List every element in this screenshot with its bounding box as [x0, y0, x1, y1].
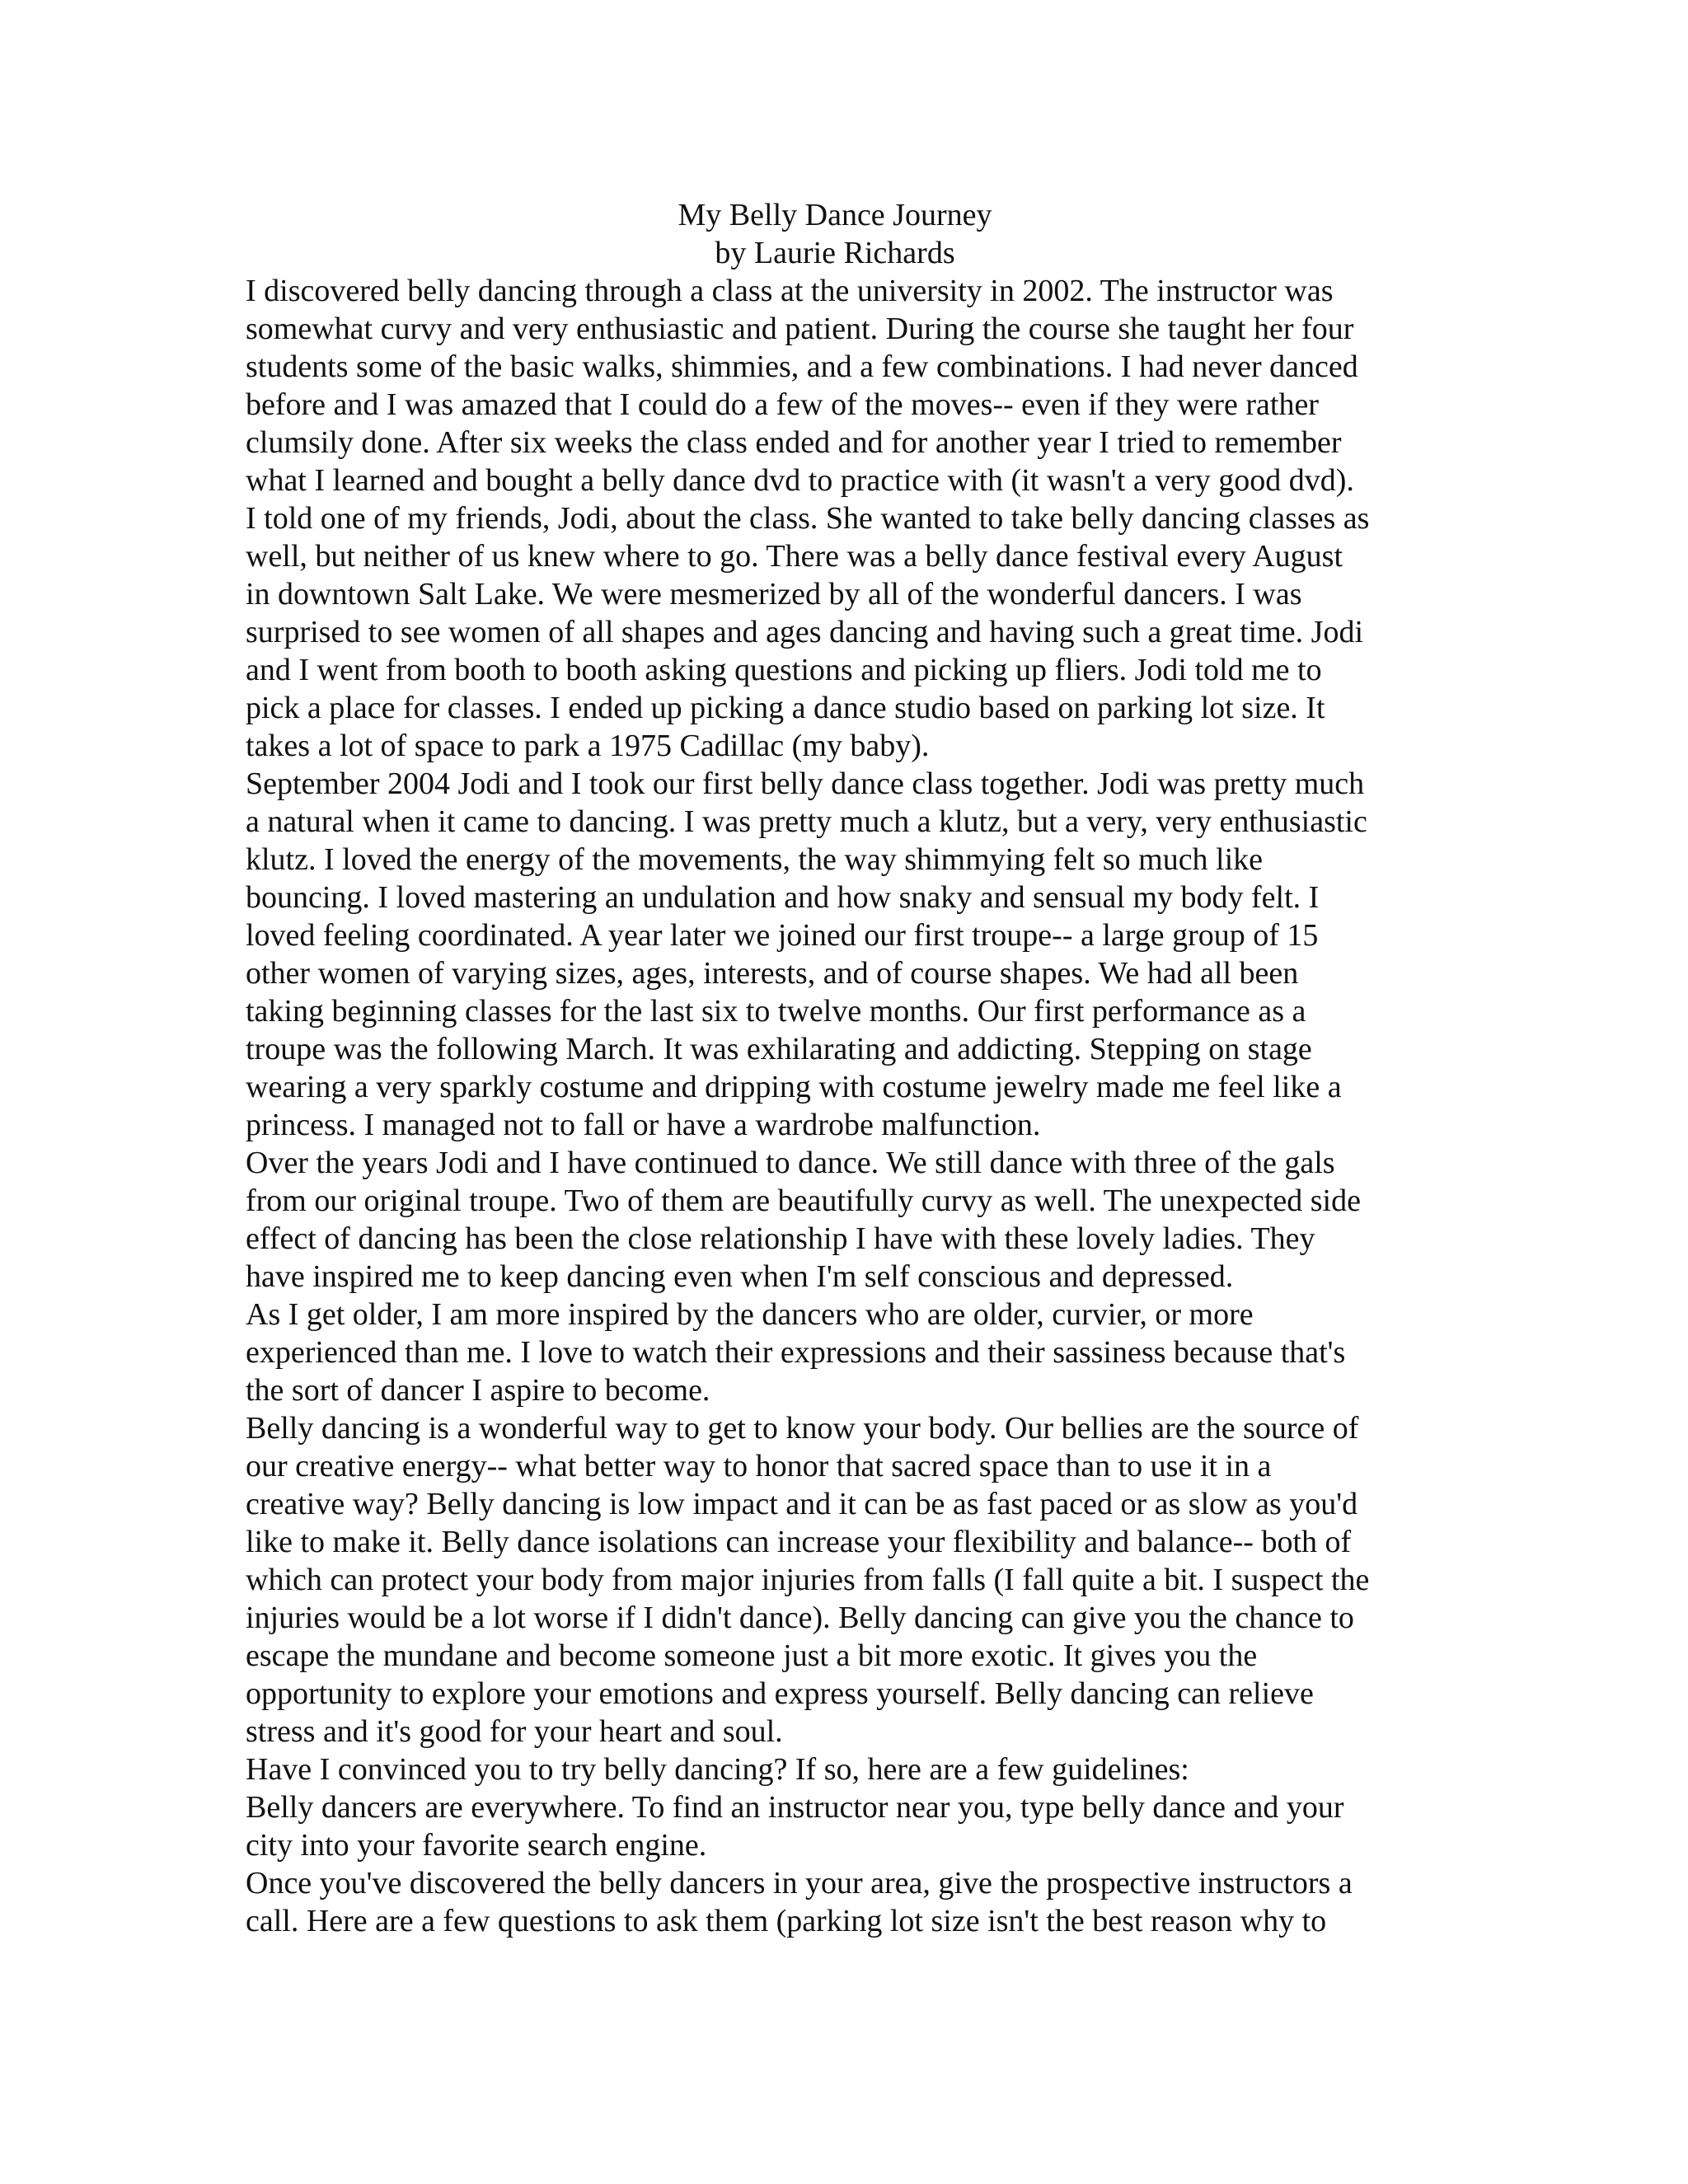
document-body [246, 272, 1449, 1940]
text-line: before and I was amazed that I could do a few of the moves-- even if they were rather [246, 387, 1319, 422]
text-line: clumsily done. After six weeks the class ended and for another year I tried to remember [246, 425, 1342, 460]
text-line: injuries would be a lot worse if I didn't dance). Belly dancing can give you the chance to [246, 1601, 1354, 1635]
paragraph [246, 765, 1449, 1144]
text-line: I told one of my friends, Jodi, about the class. She wanted to take belly dancing classes as [246, 501, 1370, 536]
text-line: in downtown Salt Lake. We were mesmerized by all of the wonderful dancers. I was [246, 577, 1302, 612]
text-line: have inspired me to keep dancing even when I'm self conscious and depressed. [246, 1259, 1234, 1294]
paragraph [246, 499, 1449, 765]
text-line: Belly dancers are everywhere. To find an instructor near you, type belly dance and your [246, 1790, 1344, 1825]
paragraph [246, 1409, 1449, 1750]
text-line: city into your favorite search engine. [246, 1828, 707, 1863]
text-line: what I learned and bought a belly dance dvd to practice with (it wasn't a very good dvd). [246, 463, 1354, 498]
text-line: pick a place for classes. I ended up picking a dance studio based on parking lot size. It [246, 691, 1325, 725]
document-page [246, 196, 1449, 1940]
document-title: My Belly Dance Journey [678, 198, 992, 232]
text-line: troupe was the following March. It was exhilarating and addicting. Stepping on stage [246, 1032, 1312, 1066]
text-line: Over the years Jodi and I have continued to dance. We still dance with three of the gals [246, 1146, 1335, 1180]
paragraph [246, 1864, 1449, 1940]
text-line: Belly dancing is a wonderful way to get to know your body. Our bellies are the source of [246, 1411, 1359, 1446]
text-line: bouncing. I loved mastering an undulation and how snaky and sensual my body felt. I [246, 880, 1320, 915]
text-line: students some of the basic walks, shimmies, and a few combinations. I had never danced [246, 349, 1358, 384]
text-line: experienced than me. I love to watch their expressions and their sassiness because that's [246, 1335, 1346, 1370]
text-line: As I get older, I am more inspired by the dancers who are older, curvier, or more [246, 1297, 1254, 1332]
text-line: other women of varying sizes, ages, interests, and of course shapes. We had all been [246, 956, 1299, 991]
text-line: a natural when it came to dancing. I was pretty much a klutz, but a very, very enthusiastic [246, 804, 1367, 839]
text-line: klutz. I loved the energy of the movements, the way shimmying felt so much like [246, 842, 1264, 877]
text-line: princess. I managed not to fall or have a wardrobe malfunction. [246, 1108, 1041, 1142]
text-line: takes a lot of space to park a 1975 Cadillac (my baby). [246, 729, 930, 763]
text-line: surprised to see women of all shapes and ages dancing and having such a great time. Jodi [246, 615, 1364, 649]
text-line: Have I convinced you to try belly dancing? If so, here are a few guidelines: [246, 1752, 1189, 1787]
text-line: the sort of dancer I aspire to become. [246, 1373, 710, 1408]
text-line: taking beginning classes for the last six to twelve months. Our first performance as a [246, 994, 1306, 1029]
text-line: escape the mundane and become someone just a bit more exotic. It gives you the [246, 1638, 1258, 1673]
text-line: somewhat curvy and very enthusiastic and patient. During the course she taught her four [246, 312, 1354, 346]
document-byline: by Laurie Richards [715, 236, 955, 270]
text-line: I discovered belly dancing through a class at the university in 2002. The instructor was [246, 274, 1334, 308]
text-line: creative way? Belly dancing is low impact and it can be as fast paced or as slow as you'd [246, 1487, 1358, 1521]
text-line: stress and it's good for your heart and soul. [246, 1714, 783, 1749]
text-line: effect of dancing has been the close relationship I have with these lovely ladies. They [246, 1221, 1315, 1256]
text-line: wearing a very sparkly costume and dripping with costume jewelry made me feel like a [246, 1070, 1342, 1104]
paragraph [246, 272, 1449, 499]
text-line: like to make it. Belly dance isolations can increase your flexibility and balance-- both of [246, 1525, 1352, 1559]
text-line: September 2004 Jodi and I took our first belly dance class together. Jodi was pretty much [246, 766, 1365, 801]
text-line: well, but neither of us knew where to go. There was a belly dance festival every August [246, 539, 1343, 574]
text-line: call. Here are a few questions to ask them (parking lot size isn't the best reason why to [246, 1904, 1327, 1938]
paragraph [246, 1296, 1449, 1409]
text-line: and I went from booth to booth asking questions and picking up fliers. Jodi told me to [246, 653, 1322, 687]
text-line: opportunity to explore your emotions and express yourself. Belly dancing can relieve [246, 1676, 1314, 1711]
paragraph [246, 1788, 1449, 1864]
text-line: loved feeling coordinated. A year later we joined our first troupe-- a large group of 15 [246, 918, 1319, 953]
paragraph [246, 1750, 1449, 1788]
text-line: Once you've discovered the belly dancers in your area, give the prospective instructors a [246, 1866, 1353, 1900]
paragraph [246, 1144, 1449, 1296]
text-line: from our original troupe. Two of them are beautifully curvy as well. The unexpected side [246, 1183, 1361, 1218]
text-line: which can protect your body from major injuries from falls (I fall quite a bit. I suspect the [246, 1563, 1370, 1597]
text-line: our creative energy-- what better way to honor that sacred space than to use it in a [246, 1449, 1272, 1483]
